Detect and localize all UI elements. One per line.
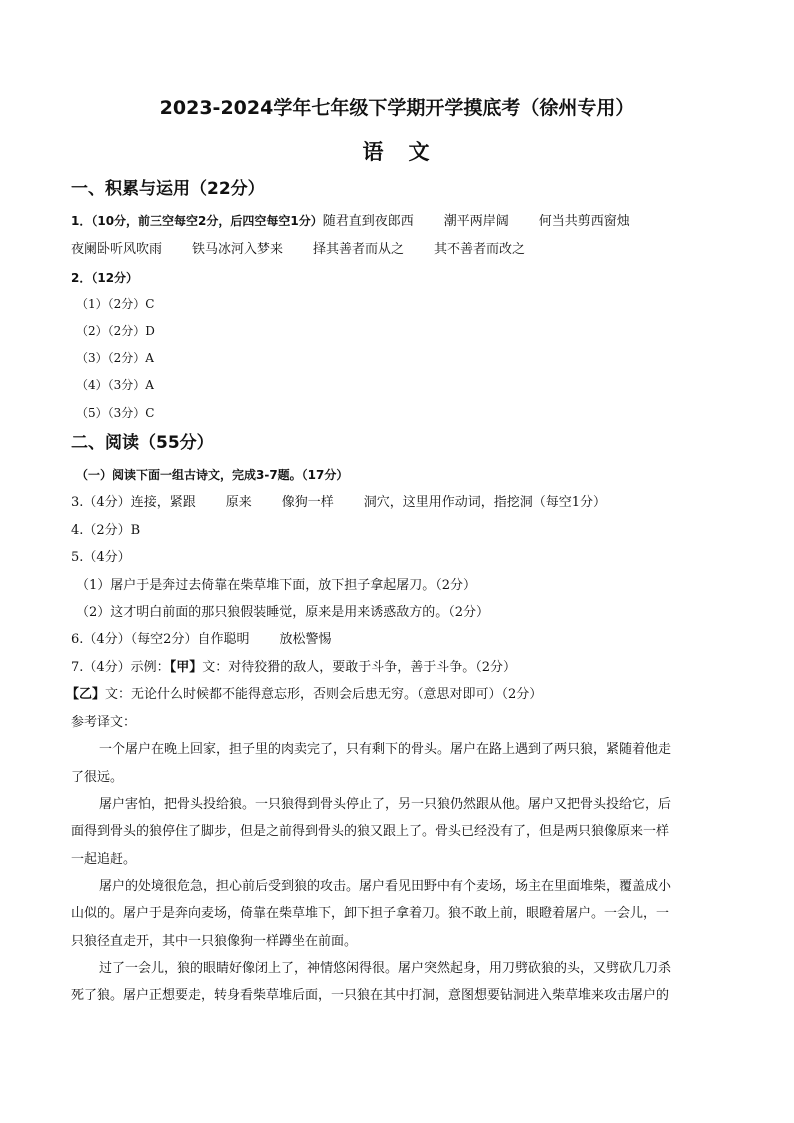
- q2-label: 2．（12分）: [71, 271, 139, 285]
- translation-line-2: 了很远。: [71, 770, 124, 785]
- q1-label: 1．（10分，前三空每空2分，后四空每空1分）: [71, 214, 323, 228]
- q1-line-1: [71, 215, 630, 228]
- page-title: 2023-2024学年七年级下学期开学摸底考（徐州专用）: [159, 97, 635, 119]
- q7-mark-jia: 【甲】: [169, 660, 203, 675]
- q2-item-2: （2）（2分）D: [76, 324, 155, 338]
- q3-answer-4: 洞穴，这里用作动词，指挖洞（每空1分）: [363, 495, 607, 510]
- q7-prefix: 7.（4分）示例：: [71, 660, 170, 675]
- q1-answer-2: 潮平两岸阔: [443, 214, 509, 229]
- translation-line-9: 过了一会儿，狼的眼睛好像闭上了，神情悠闲得很。屠户突然起身，用刀劈砍狼的头，又劈砍几刀杀: [99, 961, 672, 976]
- q1-answer-1: 随君直到夜郎西: [322, 214, 414, 229]
- q2-item-4: （4）（3分）A: [76, 378, 154, 392]
- q2-item-3: （3）（2分）A: [76, 351, 154, 365]
- translation-line-4: 面得到骨头的狼停住了脚步，但是之前得到骨头的狼又跟上了。骨头已经没有了，但是两只狼像原来一样: [71, 824, 670, 839]
- translation-line-5: 一起追赶。: [71, 852, 137, 867]
- subject-heading: 语 文: [362, 140, 432, 164]
- translation-line-6: 屠户的处境很危急，担心前后受到狼的攻击。屠户看见田野中有个麦场，场主在里面堆柴，覆盖成小: [99, 879, 672, 894]
- q2-item-5: （5）（3分）C: [76, 406, 155, 420]
- section-1-heading: 一、积累与运用（22分）: [71, 179, 265, 199]
- q2-item-1: （1）（2分）C: [76, 297, 155, 311]
- section-2-heading: 二、阅读（55分）: [71, 433, 214, 453]
- translation-line-3: 屠户害怕，把骨头投给狼。一只狼得到骨头停止了，另一只狼仍然跟从他。屠户又把骨头投给它，后: [99, 797, 672, 812]
- q4-answer: 4.（2分）B: [71, 523, 141, 538]
- q3-label: 3.（4分）: [71, 495, 131, 510]
- q5-answer-2: （2）这才明白前面的那只狼假装睡觉，原来是用来诱惑敌方的。（2分）: [76, 605, 490, 620]
- q3-line: [71, 496, 606, 509]
- q7-answer-jia: 文：对待狡猾的敌人，要敢于斗争，善于斗争。（2分）: [202, 660, 516, 675]
- q5-label: 5.（4分）: [71, 550, 131, 565]
- translation-label: 参考译文：: [71, 715, 137, 730]
- q3-answer-3: 像狗一样: [281, 495, 334, 510]
- q5-answer-1: （1）屠户于是奔过去倚靠在柴草堆下面，放下担子拿起屠刀。（2分）: [76, 578, 477, 593]
- translation-line-8: 只狼径直走开，其中一只狼像狗一样蹲坐在前面。: [71, 934, 358, 949]
- translation-line-7: 山似的。屠户于是奔向麦场，倚靠在柴草堆下，卸下担子拿着刀。狼不敢上前，眼瞪着屠户。一会儿，一: [71, 906, 670, 921]
- translation-line-10: 死了狼。屠户正想要走，转身看柴草堆后面，一只狼在其中打洞，意图想要钻洞进入柴草堆来攻击屠户的: [71, 988, 670, 1003]
- q6-label: 6.（4分）（每空2分）: [71, 632, 198, 647]
- q1-answer-7: 其不善者而改之: [434, 242, 526, 257]
- q7-answer-yi: 文：无论什么时候都不能得意忘形，否则会后患无穷。（意思对即可）（2分）: [105, 687, 543, 702]
- q7-line-1: [71, 661, 516, 674]
- q6-line: [71, 633, 331, 646]
- q6-answer-1: 自作聪明: [197, 632, 250, 647]
- q6-answer-2: 放松警惕: [279, 632, 332, 647]
- q1-answer-4: 夜阑卧听风吹雨: [71, 242, 163, 257]
- subsection-1-instruction: （一）阅读下面一组古诗文，完成3-7题。（17分）: [76, 468, 349, 482]
- q7-mark-yi: 【乙】: [66, 687, 106, 702]
- q1-answer-5: 铁马冰河入梦来: [192, 242, 284, 257]
- translation-line-1: 一个屠户在晚上回家，担子里的肉卖完了，只有剩下的骨头。屠户在路上遇到了两只狼，紧随着他走: [99, 742, 672, 757]
- q1-answer-6: 择其善者而从之: [313, 242, 405, 257]
- q3-answer-2: 原来: [225, 495, 252, 510]
- q7-line-2: [66, 688, 542, 701]
- q3-answer-1: 连接，紧跟: [130, 495, 196, 510]
- q1-answer-3: 何当共剪西窗烛: [538, 214, 630, 229]
- q1-line-2: [71, 243, 525, 256]
